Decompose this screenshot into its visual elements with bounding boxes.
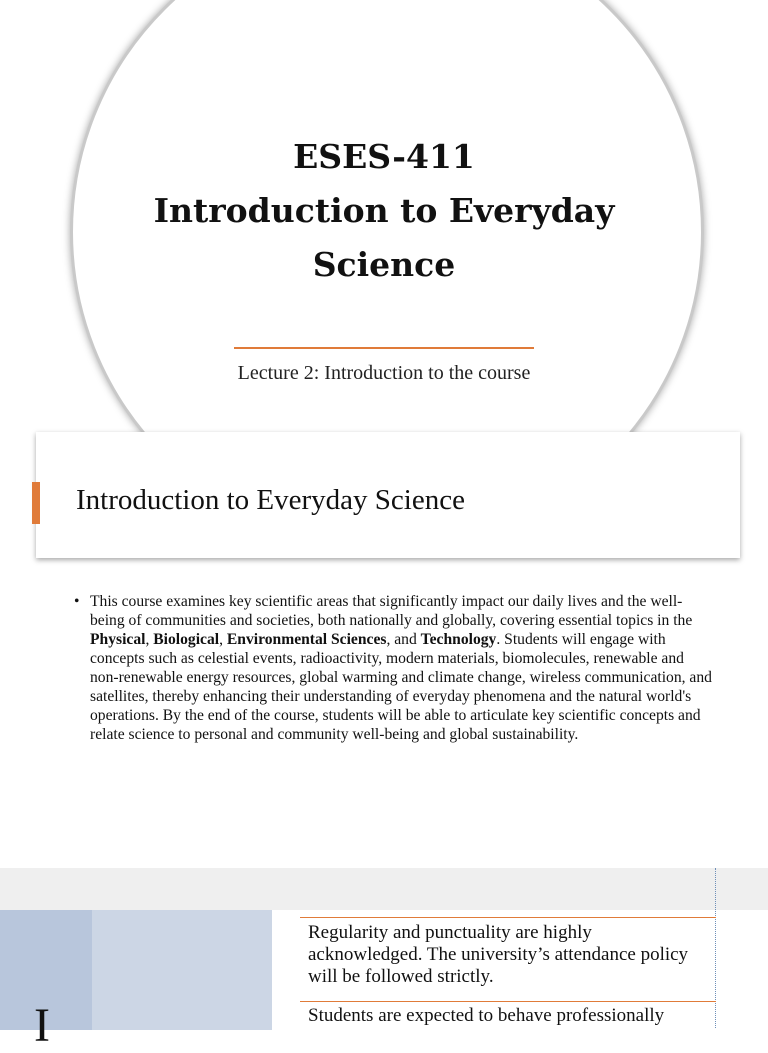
description-text (90, 592, 714, 744)
course-title-line: Introduction to Everyday (153, 191, 615, 230)
policy-item: Regularity and punctuality are highly acknowledged. The university’s attendance policy will be followed strictly. (308, 922, 689, 987)
bullet-marker: • (74, 593, 80, 610)
title-divider (234, 347, 534, 349)
description-segment: This course examines key scientific areas that significantly impact our daily lives and the well-being of communities and societies, both nationally and globally, covering essential topics in the (90, 593, 693, 629)
emphasis-technology: Technology (420, 631, 497, 648)
separator: , (219, 631, 227, 648)
item-divider (300, 917, 716, 918)
description-segment: . Students will engage with concepts such as celestial events, radioactivity, modern materials, biomolecules, renewable and non-renewable energy resources, global warming and climate change, wireless communication, and satellites, thereby enhancing their understanding of everyday phenomena and the natural world's operations. By the end of the course, students will be able to articulate key scientific concepts and relate science to personal and community well-being and global sustainability. (90, 631, 712, 743)
guide-line (715, 868, 716, 1028)
emphasis-environmental: Environmental Sciences (226, 631, 387, 648)
slide-heading: Introduction to Everyday Science (76, 484, 465, 516)
intro-slide (0, 432, 768, 868)
course-description (74, 592, 714, 744)
header-accent-bar (32, 482, 40, 524)
item-divider (300, 1001, 716, 1002)
course-code: ESES-411 (293, 137, 475, 176)
lecture-subtitle: Lecture 2: Introduction to the course (237, 362, 531, 384)
title-slide (0, 0, 768, 432)
policy-item: Students are expected to behave professionally (308, 1005, 665, 1026)
separator: , and (386, 631, 421, 648)
separator: , (145, 631, 154, 648)
policy-slide (0, 868, 768, 1052)
panel-heading: I (34, 999, 50, 1052)
course-title (84, 130, 684, 292)
course-title-line: Science (312, 245, 456, 284)
emphasis-physical: Physical (90, 631, 146, 648)
emphasis-biological: Biological (153, 631, 220, 648)
